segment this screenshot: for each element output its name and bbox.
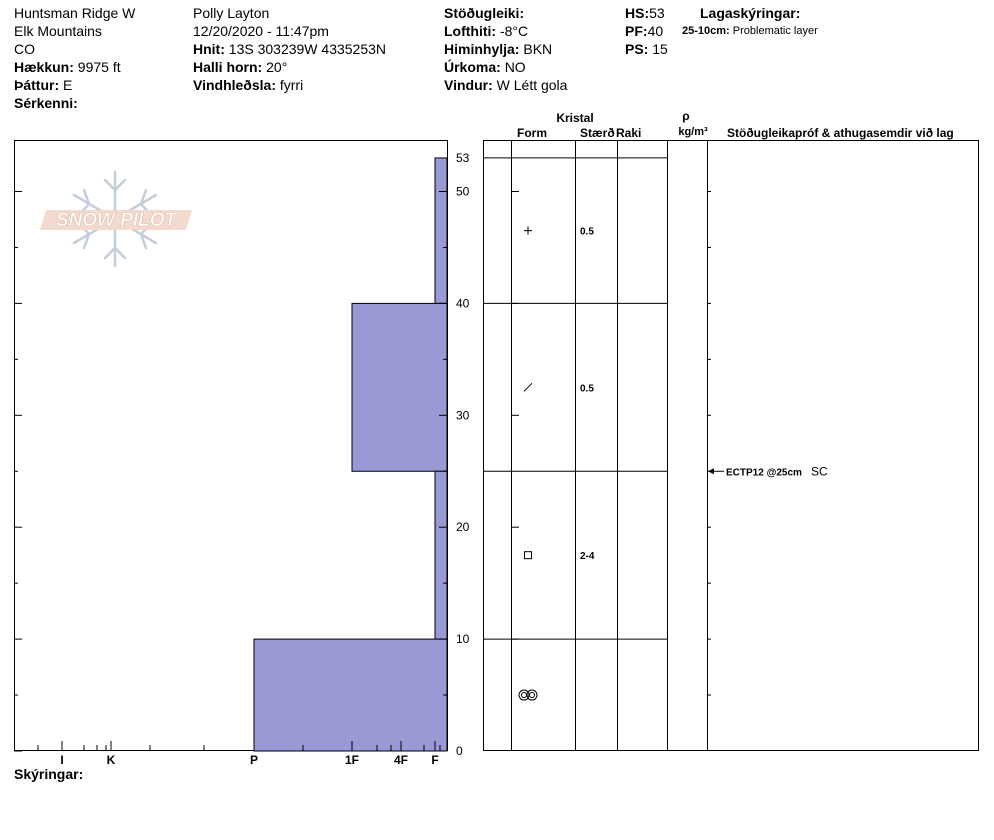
wind-loading-value: fyrri — [279, 77, 304, 93]
specifics-label: Sérkenni: — [14, 95, 78, 111]
coords-label: Hnit: — [193, 41, 225, 57]
slash-icon — [524, 383, 532, 391]
density-unit: kg/m³ — [678, 126, 708, 138]
elevation-value: 9975 ft — [77, 59, 121, 75]
double-circle-icon — [519, 690, 537, 700]
observer-name: Polly Layton — [193, 5, 270, 21]
mountain-range: Elk Mountains — [14, 23, 102, 39]
hardness-layer-bar — [254, 639, 447, 751]
elevation-label: Hækkun: — [14, 59, 74, 75]
depth-tick-label: 10 — [456, 632, 470, 647]
aspect-value: E — [63, 77, 73, 93]
inner-circle — [522, 693, 527, 698]
hardness-tick-label: P — [249, 753, 259, 767]
aspect-label: Þáttur: — [14, 77, 60, 93]
plus-icon — [524, 227, 532, 235]
observation-datetime: 12/20/2020 - 11:47pm — [193, 23, 329, 39]
legend-item-range: 25-10cm: — [682, 25, 730, 37]
pf-value: 40 — [647, 23, 664, 39]
crystal-header: Kristal — [556, 111, 594, 125]
test-note-label: SC — [811, 464, 828, 479]
legend-title: Lagaskýringar: — [700, 5, 801, 21]
wind-label: Vindur: — [444, 77, 493, 93]
hardness-layer-bar — [352, 303, 447, 471]
precip-label: Úrkoma: — [444, 59, 501, 75]
hardness-tick-label: I — [60, 753, 64, 767]
crystal-table-frame — [484, 141, 979, 751]
grain-size-label: 2-4 — [580, 551, 595, 563]
state: CO — [14, 41, 35, 57]
notes-label: Skýringar: — [14, 766, 84, 782]
depth-tick-label: 30 — [456, 408, 470, 423]
hardness-tick-label: 4F — [393, 753, 409, 767]
air-temp-label: Lofthiti: — [444, 23, 497, 39]
location-name: Huntsman Ridge W — [14, 5, 136, 21]
comments-header: Stöðugleikapróf & athugasemdir við lag — [727, 126, 954, 140]
stability-label: Stöðugleiki: — [444, 5, 525, 21]
slope-label: Halli horn: — [193, 59, 263, 75]
pf-label: PF: — [625, 23, 648, 39]
hardness-layer-bar — [435, 471, 447, 639]
grain-size-label: 0.5 — [580, 226, 594, 238]
snowpilot-logo — [40, 172, 192, 266]
density-symbol: ρ — [682, 109, 690, 123]
ps-value: 15 — [652, 41, 668, 57]
moisture-header: Raki — [616, 126, 642, 140]
left-minor-ticks — [14, 192, 22, 752]
coords-value: 13S 303239W 4335253N — [228, 41, 387, 57]
hardness-layers — [254, 158, 447, 751]
depth-tick-label: 20 — [456, 520, 470, 535]
air-temp-value: -8°C — [499, 23, 529, 39]
test-result-label: ECTP12 @25cm — [726, 467, 802, 479]
precip-value: NO — [504, 59, 526, 75]
sky-label: Himinhylja: — [444, 41, 520, 57]
hardness-tick-label: K — [106, 753, 116, 767]
ps-label: PS: — [625, 41, 649, 57]
hardness-layer-bar — [435, 158, 447, 303]
table-tick-marks — [511, 192, 711, 696]
wind-loading-label: Vindhleðsla: — [193, 77, 276, 93]
hs-value: 53 — [649, 5, 665, 21]
legend-item-text: Problematic layer — [732, 25, 818, 37]
form-header: Form — [517, 126, 547, 140]
inner-circle — [530, 693, 535, 698]
stability-tests — [708, 464, 828, 478]
grain-size-label: 0.5 — [580, 383, 594, 395]
depth-tick-label: 50 — [456, 184, 470, 199]
hardness-tick-label: 1F — [344, 753, 360, 767]
depth-tick-label: 0 — [456, 744, 463, 758]
depth-tick-label: 40 — [456, 296, 470, 311]
hardness-tick-label: F — [431, 753, 439, 767]
depth-tick-label: 53 — [456, 150, 470, 165]
logo-text: SNOW PILOT — [55, 210, 177, 231]
slope-value: 20° — [266, 59, 288, 75]
square-icon — [525, 552, 532, 559]
size-header: Stærð — [580, 126, 615, 140]
arrow-icon — [708, 468, 714, 474]
wind-value: W Létt gola — [496, 77, 568, 93]
sky-value: BKN — [523, 41, 553, 57]
hs-label: HS: — [625, 5, 650, 21]
